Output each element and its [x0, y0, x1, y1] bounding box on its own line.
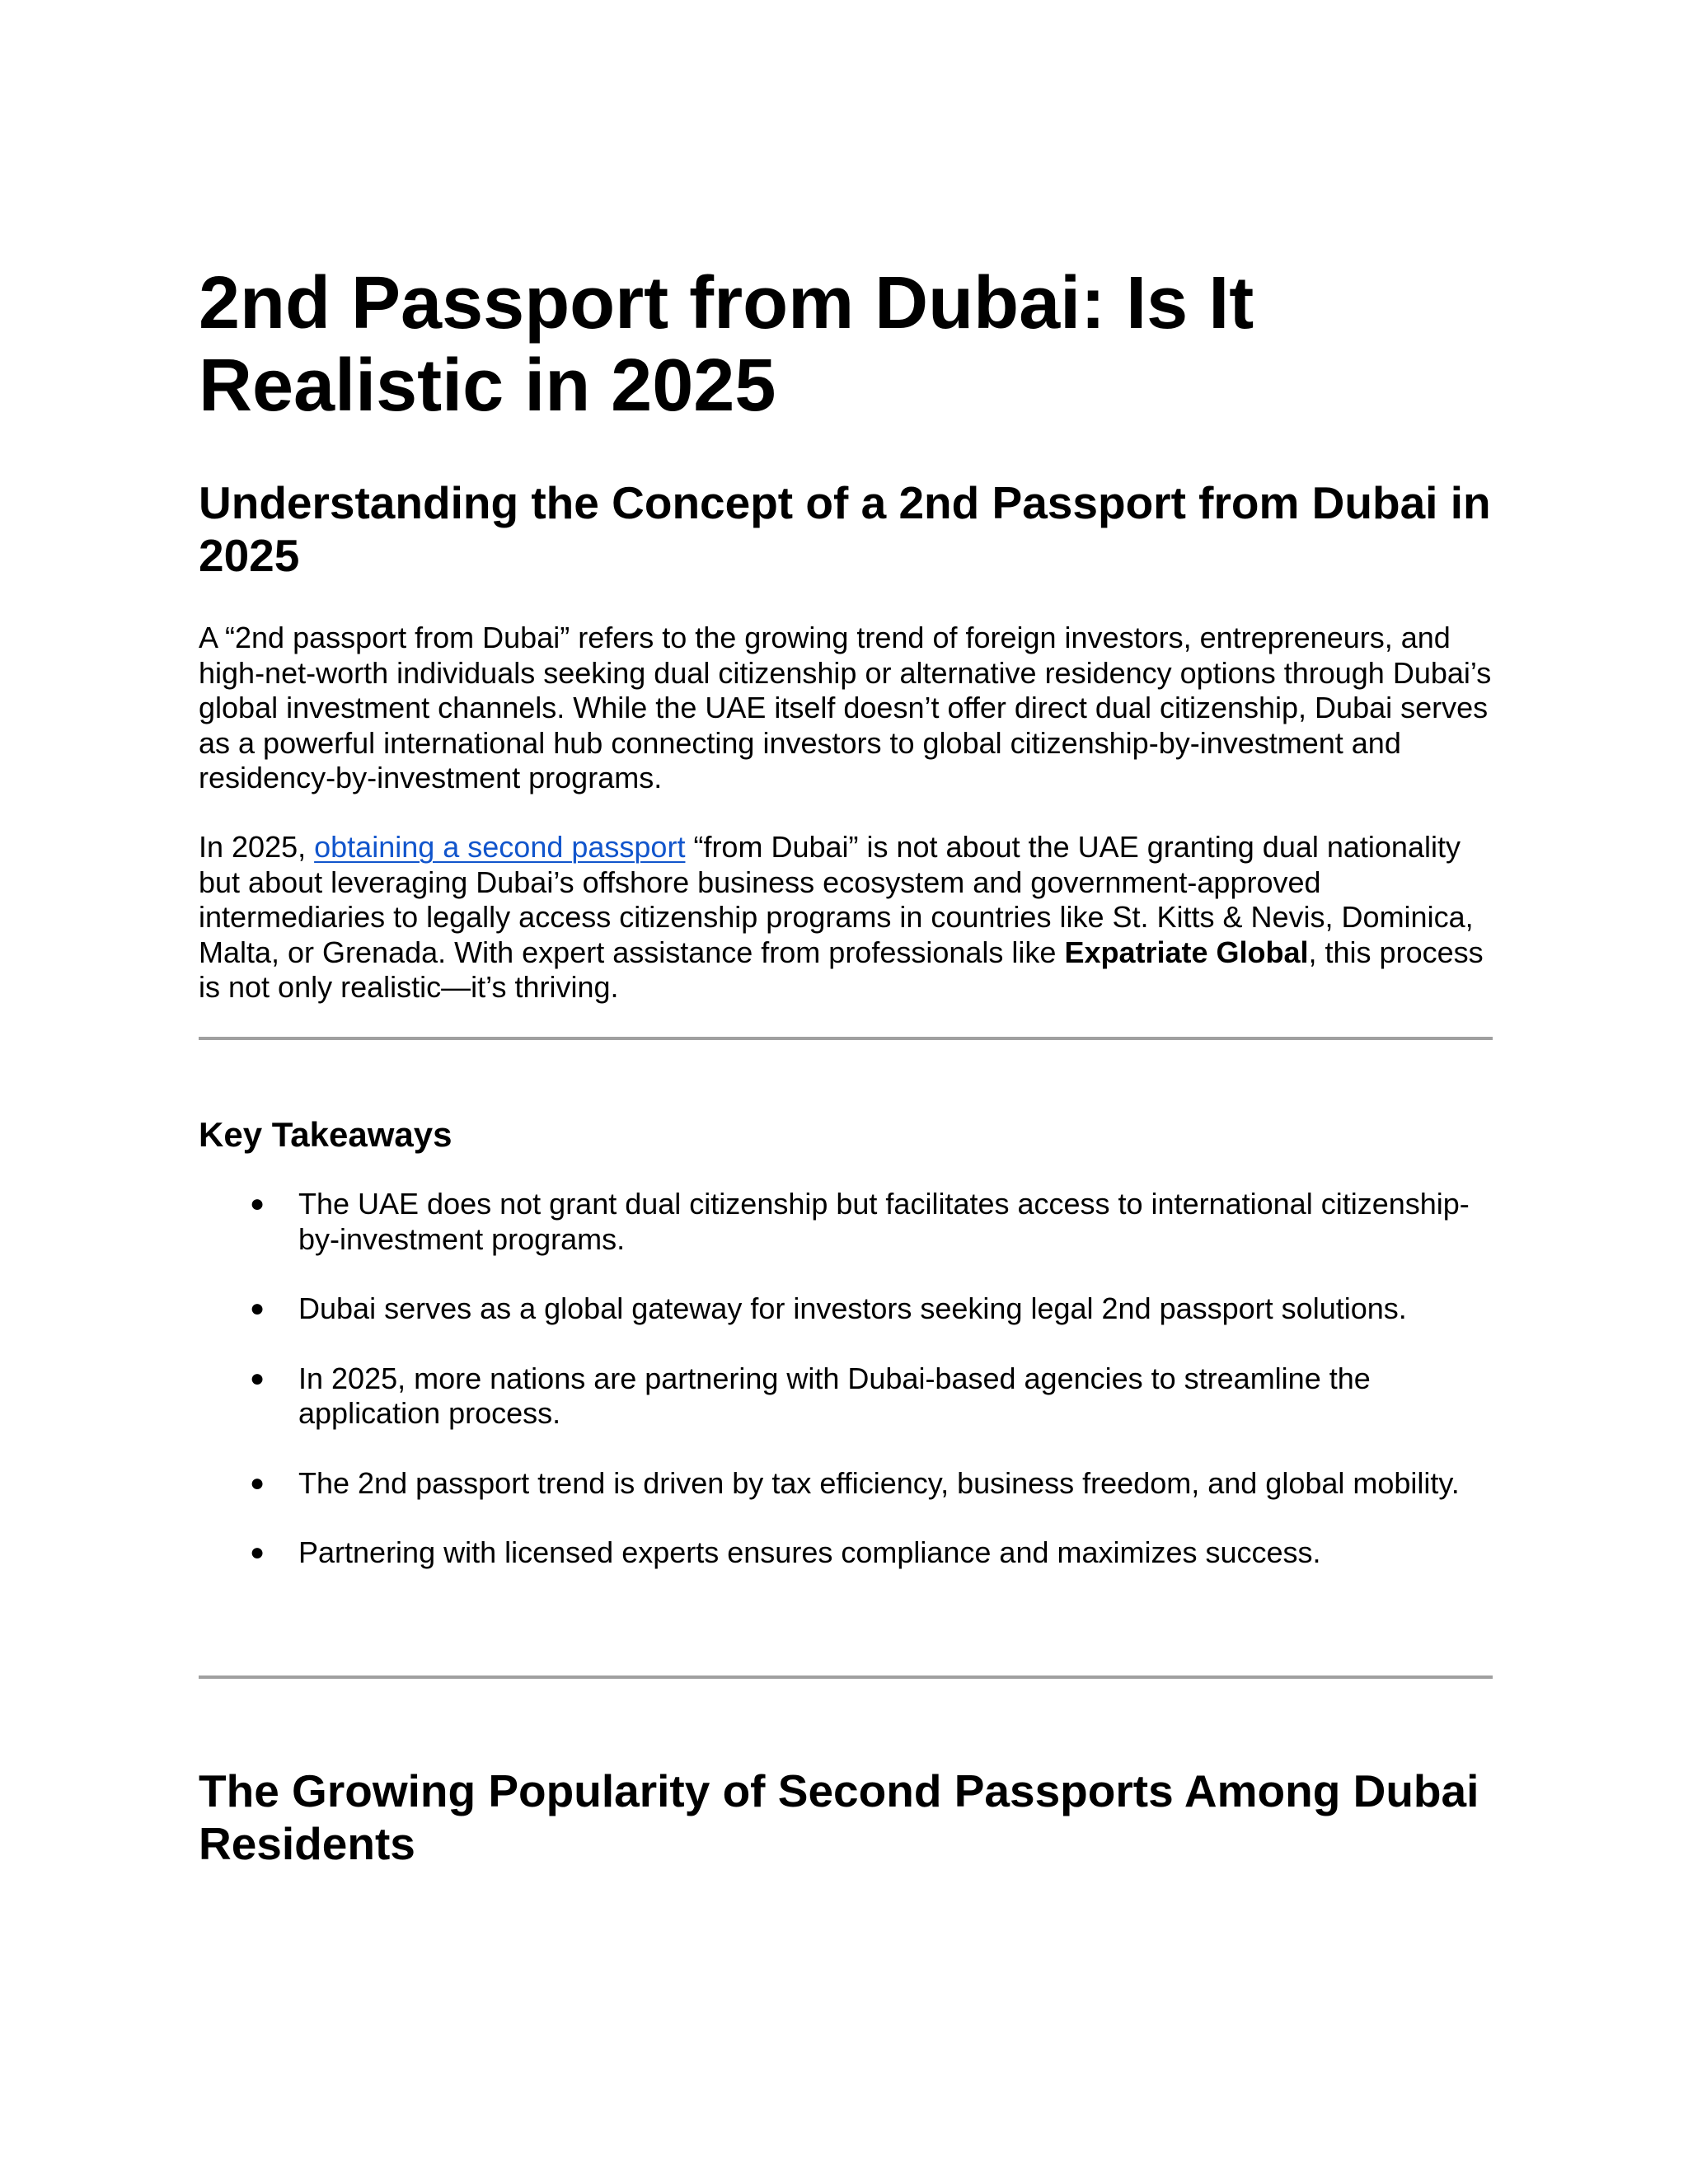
list-item-text: The 2nd passport trend is driven by tax efficiency, business freedom, and global mobility. — [298, 1465, 1460, 1500]
bullet-icon: ● — [250, 1539, 265, 1566]
horizontal-divider — [199, 1037, 1493, 1040]
list-item-text: In 2025, more nations are partnering with Dubai-based agencies to streamline the application process. — [298, 1361, 1371, 1430]
document-title: 2nd Passport from Dubai: Is It Realistic in 2025 — [199, 262, 1254, 427]
paragraph-second-passport — [199, 830, 1493, 1005]
list-item — [199, 1187, 1493, 1257]
key-takeaways-list — [199, 1187, 1493, 1605]
section-heading-popularity: The Growing Popularity of Second Passports Among Dubai Residents — [199, 1765, 1479, 1869]
section-heading-concept: Understanding the Concept of a 2nd Passport from Dubai in 2025 — [199, 477, 1491, 581]
company-name-bold: Expatriate Global — [1064, 935, 1309, 969]
list-item — [199, 1535, 1493, 1571]
bullet-icon: ● — [250, 1190, 265, 1217]
list-item-text: Partnering with licensed experts ensures compliance and maximizes success. — [298, 1535, 1321, 1569]
bullet-icon: ● — [250, 1295, 265, 1322]
paragraph-text-ending: , this process is not only realistic—it’s thriving. — [199, 935, 1484, 1004]
horizontal-divider — [199, 1675, 1493, 1679]
paragraph-text-after-link: “from Dubai” is not about the UAE granting dual nationality but about leveraging Dubai’s offshore business ecosystem and government-approved intermediaries to legally access citizenship programs in countries like St. Kitts & Nevis, Dominica, Malta, or Grenada. With expert assistance from professionals like — [199, 830, 1474, 969]
list-item-text: The UAE does not grant dual citizenship but facilitates access to international citizenship-by-investment programs. — [298, 1187, 1470, 1256]
key-takeaways-heading: Key Takeaways — [199, 1115, 452, 1154]
list-item — [199, 1291, 1493, 1327]
second-passport-link[interactable]: obtaining a second passport — [314, 830, 686, 864]
list-item — [199, 1361, 1493, 1432]
bullet-icon: ● — [250, 1469, 265, 1497]
list-item — [199, 1466, 1493, 1502]
list-item-text: Dubai serves as a global gateway for investors seeking legal 2nd passport solutions. — [298, 1291, 1407, 1325]
paragraph-text-before-link: In 2025, — [199, 830, 315, 864]
paragraph-intro: A “2nd passport from Dubai” refers to the growing trend of foreign investors, entrepreneurs, and high-net-worth individuals seeking dual citizenship or alternative residency options through Dubai’s global investment channels. While the UAE itself doesn’t offer direct dual citizenship, Dubai serves as a powerful international hub connecting investors to global citizenship-by-investment and residency-by-investment programs. — [199, 621, 1492, 794]
bullet-icon: ● — [250, 1364, 265, 1392]
